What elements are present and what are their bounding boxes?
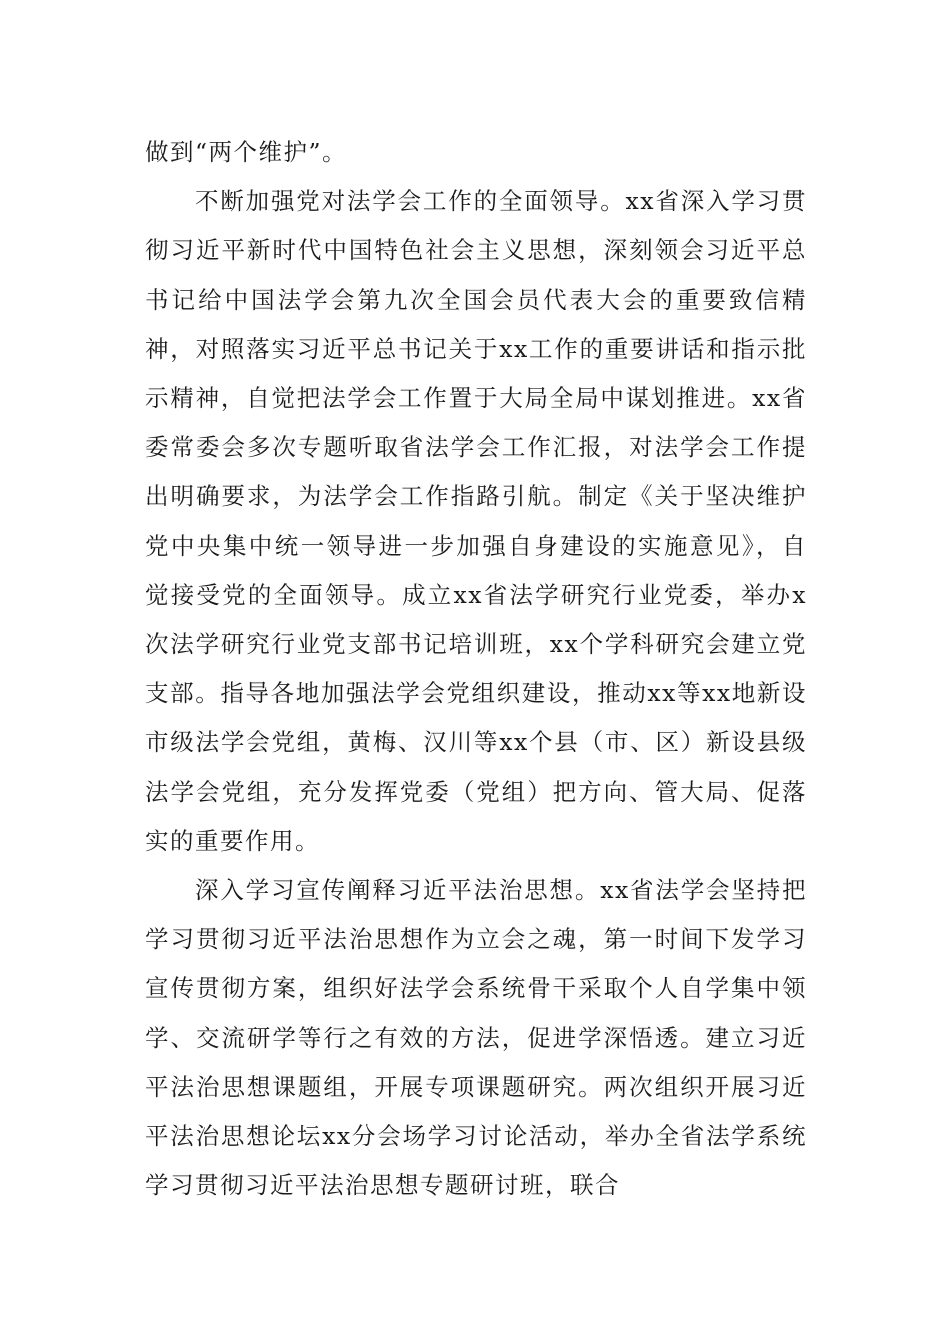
paragraph-party-leadership: 不断加强党对法学会工作的全面领导。xx省深入学习贯彻习近平新时代中国特色社会主义思想，深刻领会习近平总书记给中国法学会第九次全国会员代表大会的重要致信精神，对照落实习近平总书记关于xx工作的重要讲话和指示批示精神，自觉把法学会工作置于大局全局中谋划推进。xx省委常委会多次专题听取省法学会工作汇报，对法学会工作提出明确要求，为法学会工作指路引航。制定《关于坚决维护党中央集中统一领导进一步加强自身建设的实施意见》，自觉接受党的全面领导。成立xx省法学研究行业党委，举办x次法学研究行业党支部书记培训班，xx个学科研究会建立党支部。指导各地加强法学会党组织建设，推动xx等xx地新设市级法学会党组，黄梅、汉川等xx个县（市、区）新设县级法学会党组，充分发挥党委（党组）把方向、管大局、促落实的重要作用。	[145, 187, 807, 855]
paragraph-rule-of-law-thought: 深入学习宣传阐释习近平法治思想。xx省法学会坚持把学习贯彻习近平法治思想作为立会之魂，第一时间下发学习宣传贯彻方案，组织好法学会系统骨干采取个人自学集中领学、交流研学等行之有效的方法，促进学深悟透。建立习近平法治思想课题组，开展专项课题研究。两次组织开展习近平法治思想论坛xx分会场学习讨论活动，举办全省法学系统学习贯彻习近平法治思想专题研讨班，联合	[145, 876, 807, 1200]
paragraph-closing-line: 做到“两个维护”。	[145, 138, 348, 166]
document-body	[145, 128, 807, 1210]
